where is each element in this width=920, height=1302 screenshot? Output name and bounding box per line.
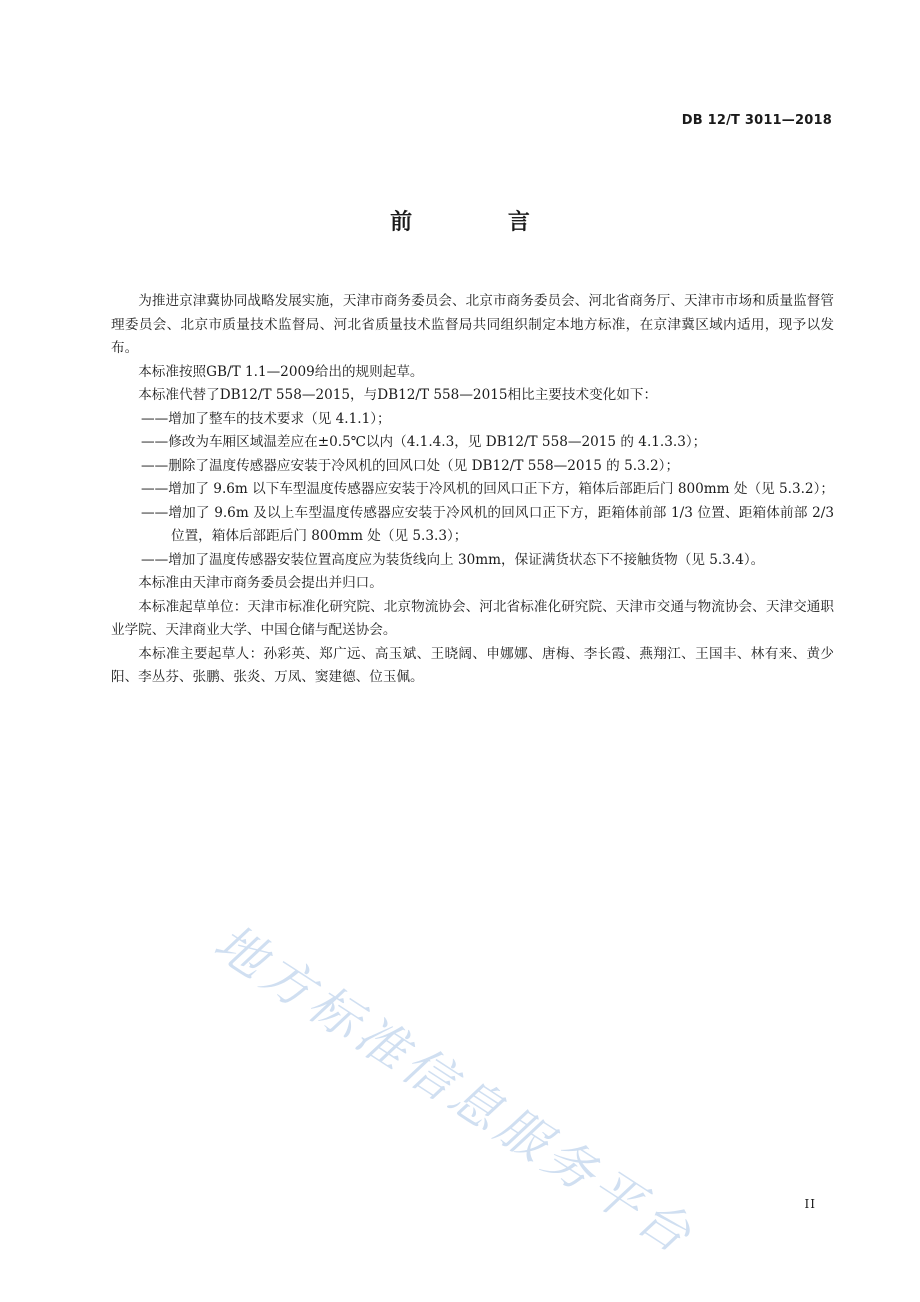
page-title: 前 言 [390, 210, 574, 235]
change-item: ——增加了整车的技术要求（见 4.1.1）； [141, 410, 391, 427]
watermark: 地方标准信息服务平台 [204, 913, 706, 1267]
change-item: ——删除了温度传感器应安装于冷风机的回风口处（见 DB12/T 558—2015 的 5.3.2）； [141, 457, 680, 474]
change-item: ——增加了温度传感器安装位置高度应为装货线向上 30mm，保证满货状态下不接触货物（见 5.3.4）。 [141, 551, 765, 568]
preface-paragraph: 本标准主要起草人：孙彩英、郑广远、高玉斌、王晓阔、申娜娜、唐梅、李长霞、燕翔江、王国丰、林有来、黄少阳、李丛芬、张鹏、张炎、万凤、窦建德、位玉佩。 [111, 645, 834, 685]
preface-paragraph: 本标准起草单位：天津市标准化研究院、北京物流协会、河北省标准化研究院、天津市交通与物流协会、天津交通职业学院、天津商业大学、中国仓储与配送协会。 [111, 598, 834, 638]
change-item: ——增加了 9.6m 及以上车型温度传感器应安装于冷风机的回风口正下方，距箱体前部 1/3 位置、距箱体前部 2/3 位置，箱体后部距后门 800mm 处（见 5.3.3）； [141, 504, 834, 544]
preface-paragraph: 本标准由天津市商务委员会提出并归口。 [138, 575, 383, 591]
preface-body [111, 290, 834, 690]
preface-paragraph: 本标准按照GB/T 1.1—2009给出的规则起草。 [138, 363, 424, 380]
change-item: ——修改为车厢区域温差应在±0.5℃以内（4.1.4.3，见 DB12/T 558—2015 的 4.1.3.3）； [141, 434, 707, 450]
preface-paragraph: 为推进京津冀协同战略发展实施，天津市商务委员会、北京市商务委员会、河北省商务厅、天津市市场和质量监督管理委员会、北京市质量技术监督局、河北省质量技术监督局共同组织制定本地方标准，在京津冀区域内适用，现予以发布。 [111, 293, 834, 356]
preface-paragraph: 本标准代替了DB12/T 558—2015，与DB12/T 558—2015相比主要技术变化如下： [138, 387, 658, 403]
change-item: ——增加了 9.6m 以下车型温度传感器应安装于冷风机的回风口正下方，箱体后部距后门 800mm 处（见 5.3.2）； [141, 481, 834, 497]
page-number: II [804, 1197, 816, 1211]
document-code: DB 12/T 3011—2018 [681, 113, 832, 128]
